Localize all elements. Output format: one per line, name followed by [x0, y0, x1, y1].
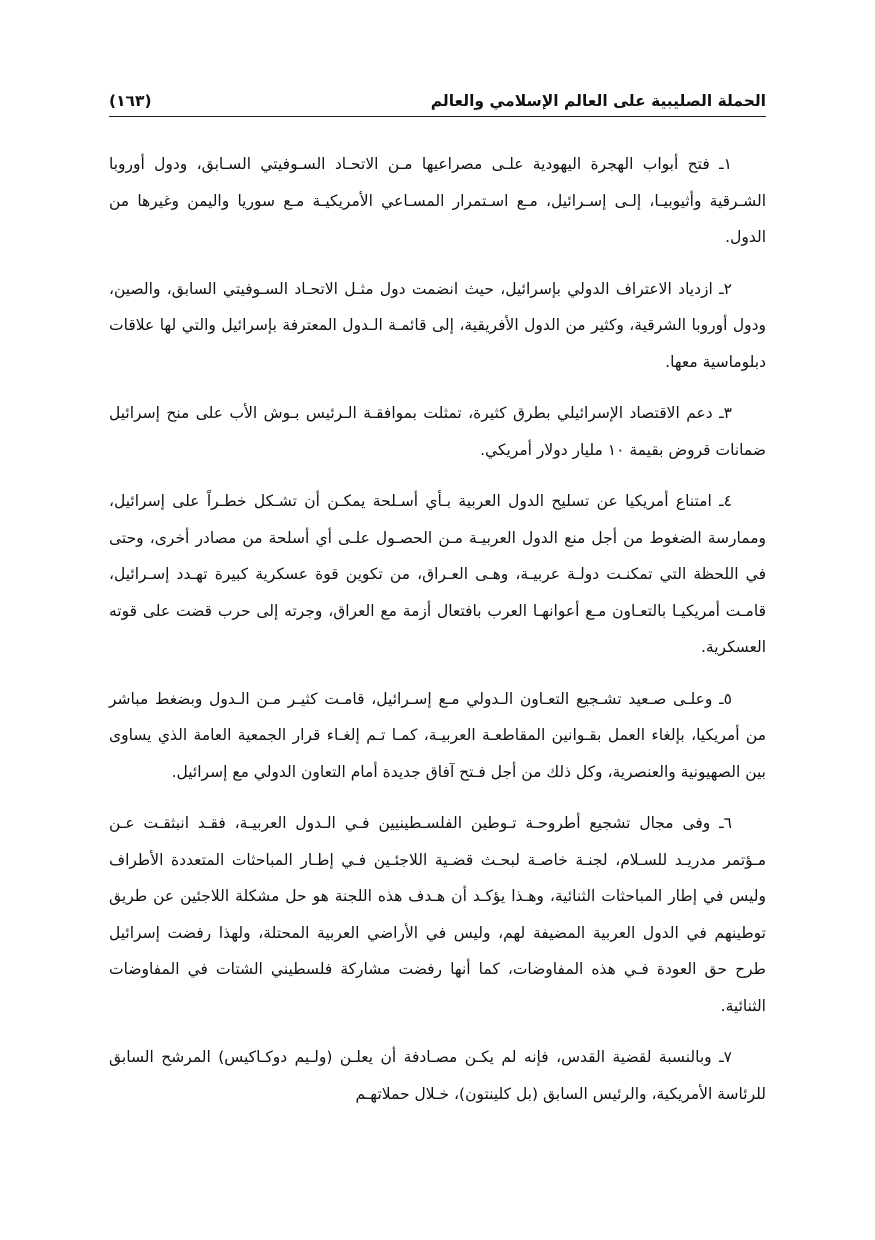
page-header [109, 86, 766, 117]
paragraph-3: ٣ـ دعم الاقتصاد الإسرائيلي بطرق كثيرة، تمثلت بموافقـة الـرئيس بـوش الأب على منح إسرائيل ضمانات قروض بقيمة ١٠ مليار دولار أمريكي. [109, 404, 766, 459]
paragraph-2: ٢ـ ازدياد الاعتراف الدولي بإسرائيل، حيث انضمت دول مثـل الاتحـاد السـوفيتي السابق، والصين، ودول أوروبا الشرقية، وكثير من الدول الأفريقية، إلى قائمـة الـدول المعترفة بإسرائيل والتي لها علاقات دبلوماسية معها. [109, 279, 766, 371]
paragraph-6: ٦ـ وفى مجال تشجيع أطروحـة تـوطين الفلسـطينيين فـي الـدول العربيـة، فقـد انبثقـت عـن مـؤتمر مدريـد للسـلام، لجنـة خاصـة لبحـث قضـية اللاجئـين فـي إطـار المباحثات المتعددة الأطراف وليس في إطار المباحثات الثنائية، وهـذا يؤكـد أن هـدف هذه اللجنة هو حل مشكلة اللاجئين عن طريق توطينهم في الدول العربية المضيفة لهم، وليس في الأراضي العربية المحتلة، ولهذا رفضت إسرائيل طرح حق العودة فـي هذه المفاوضات، كما أنها رفضت مشاركة فلسطيني الشتات في المفاوضات الثنائية. [109, 814, 766, 1015]
paragraph-4: ٤ـ امتناع أمريكيا عن تسليح الدول العربية بـأي أسـلحة يمكـن أن تشـكل خطـراً على إسرائيل، وممارسة الضغوط من أجل منع الدول العربيـة مـن الحصـول علـى أي أسلحة من مصادر أخرى، وحتى في اللحظة التي تمكنـت دولـة عربيـة، وهـى العـراق، من تكوين قوة عسكرية كبيرة تهـدد إسـرائيل، قامـت أمريكيـا بالتعـاون مـع أعوانهـا العرب بافتعال أزمة مع العراق، وجرته إلى حرب قضت على قوته العسكرية. [109, 492, 766, 656]
body-text [109, 146, 766, 1112]
paragraph-1: ١ـ فتح أبواب الهجرة اليهودية علـى مصراعيها مـن الاتحـاد السـوفيتي السـابق، ودول أوروبا الشـرقية وأثيوبيـا، إلـى إسـرائيل، مـع اسـتمرار المسـاعي الأمريكيـة مـع سوريا واليمن وغيرها من الدول. [109, 155, 766, 246]
running-head: الحملة الصليبية على العالم الإسلامي والعالم [430, 92, 766, 110]
paragraph-7: ٧ـ وبالنسبة لقضية القدس، فإنه لم يكـن مصـادفة أن يعلـن (ولـيم دوكـاكيس) المرشح السابق للرئاسة الأمريكية، والرئيس السابق (بل كلينتون)، خـلال حملاتهـم [109, 1048, 766, 1103]
page-number: (١٦٣) [109, 92, 152, 110]
paragraph-5: ٥ـ وعلـى صـعيد تشـجيع التعـاون الـدولي مـع إسـرائيل، قامـت كثيـر مـن الـدول وبضغط مباشر من أمريكيا، بإلغاء العمل بقـوانين المقاطعـة العربيـة، كمـا تـم إلغـاء قرار الجمعية العامة الذي يساوى بين الصهيونية والعنصرية، وكل ذلك من أجل فـتح آفاق جديدة أمام التعاون الدولي مع إسرائيل. [109, 689, 766, 781]
